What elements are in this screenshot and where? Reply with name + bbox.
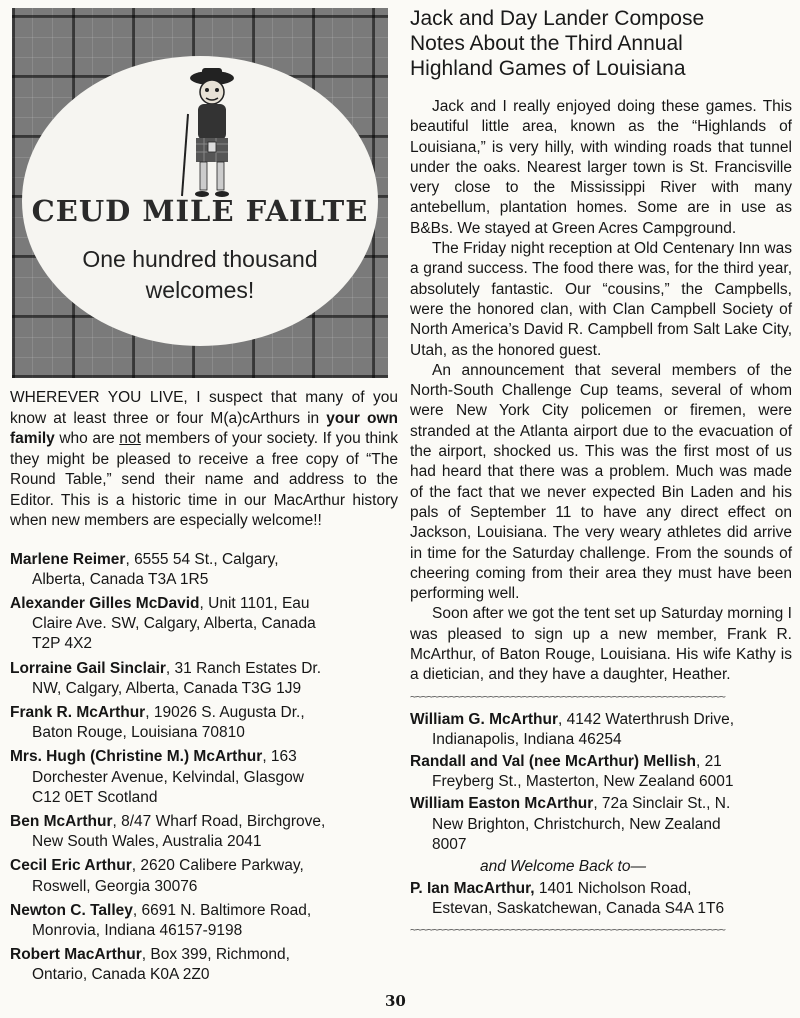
- member-entry: [10, 747, 398, 808]
- member-address: , 8/47 Wharf Road, Birchgrove,: [112, 812, 326, 830]
- member-entry: [10, 901, 398, 941]
- member-address: , Unit 1101, Eau: [199, 594, 310, 612]
- member-name: Alexander Gilles McDavid: [10, 594, 200, 612]
- member-name: William Easton McArthur: [410, 795, 594, 813]
- member-address: , 31 Ranch Estates Dr.: [165, 659, 321, 677]
- member-entry: [10, 812, 398, 852]
- member-address: , 2620 Calibere Parkway,: [131, 857, 304, 875]
- member-address: C12 0ET Scotland: [32, 788, 158, 806]
- intro-underline: not: [119, 430, 141, 447]
- intro-text: members of your society. If you think they might be pleased to receive a free copy of “The Round Table,” send their name and address to the Editor. This is a historic time in our MacArthur history when new members are especially welcome!!: [10, 430, 398, 529]
- member-name: Randall and Val (nee McArthur) Mellish: [410, 753, 696, 771]
- member-address: , 163: [262, 748, 297, 766]
- member-address: Ontario, Canada K0A 2Z0: [32, 966, 210, 984]
- intro-paragraph: [10, 388, 398, 532]
- article-title-line: Jack and Day Lander Compose: [410, 7, 705, 30]
- intro-text: WHEREVER YOU LIVE, I suspect that many of you know at least three or four M(a)cArthurs in: [10, 389, 398, 427]
- intro-emphasis: your own family: [10, 409, 398, 447]
- welcome-graphic: [12, 8, 388, 378]
- member-entry: [10, 550, 398, 590]
- member-address: Roswell, Georgia 30076: [32, 877, 198, 895]
- member-address: , 19026 S. Augusta Dr.,: [145, 703, 305, 721]
- page-number: 30: [385, 992, 406, 1010]
- member-address: New Brighton, Christchurch, New Zealand: [432, 815, 721, 833]
- greeting-translation: [42, 244, 358, 306]
- member-name: Mrs. Hugh (Christine M.) McArthur: [10, 748, 263, 766]
- member-address: , Box 399, Richmond,: [141, 946, 290, 964]
- translation-line: One hundred thousand: [82, 246, 318, 272]
- member-address: Monrovia, Indiana 46157-9198: [32, 921, 243, 939]
- member-entry: [10, 945, 398, 985]
- member-name: Newton C. Talley: [10, 901, 133, 919]
- article-title: [410, 6, 792, 81]
- wavy-separator: ~~~~~~~~~~~~~~~~~~~~~~~~~~~~~~~~~~~~~~~~~~~~~~~~~~~~~~~~: [410, 923, 725, 937]
- member-address: , 21: [695, 753, 722, 771]
- gaelic-greeting: CEUD MILE FAILTE: [31, 194, 369, 228]
- member-address: Baton Rouge, Louisiana 70810: [32, 724, 245, 742]
- new-members-list: [10, 550, 398, 986]
- member-name: Ben McArthur: [10, 812, 113, 830]
- translation-line: welcomes!: [145, 277, 255, 303]
- member-name: Frank R. McArthur: [10, 703, 146, 721]
- member-name: Robert MacArthur: [10, 946, 142, 964]
- article-title-line: Notes About the Third Annual: [410, 32, 683, 55]
- member-entry: [10, 703, 398, 743]
- member-address: Alberta, Canada T3A 1R5: [32, 570, 209, 588]
- article-paragraph: The Friday night reception at Old Centenary Inn was a grand success. The food there was, for the third year, absolutely fantastic. Our “cousins,” the Campbells, were the honored clan, with Clan Campbell Society of North America’s David R. Campbell from Salt Lake City, Utah, as the honored guest.: [410, 240, 792, 359]
- member-name: Cecil Eric Arthur: [10, 857, 132, 875]
- member-entry: [10, 594, 398, 655]
- member-entry: [410, 710, 792, 750]
- right-column: [410, 6, 792, 937]
- member-entry: [10, 659, 398, 699]
- member-address: , 6555 54 St., Calgary,: [125, 550, 279, 568]
- highlander-mascot-icon: [172, 64, 252, 204]
- right-members-list: [410, 710, 792, 920]
- member-name: Lorraine Gail Sinclair: [10, 659, 166, 677]
- member-address: Dorchester Avenue, Kelvindal, Glasgow: [32, 768, 304, 786]
- member-entry: [10, 856, 398, 896]
- left-column: [10, 8, 398, 990]
- member-entry: [410, 879, 792, 919]
- member-address: 1401 Nicholson Road,: [534, 880, 692, 898]
- article-paragraph: Soon after we got the tent set up Saturday morning I was pleased to sign up a new member, Frank R. McArthur, of Baton Rouge, Louisiana. His wife Kathy is a dietician, and they have a daughter, Heather.: [410, 605, 792, 684]
- member-name: Marlene Reimer: [10, 550, 126, 568]
- member-address: T2P 4X2: [32, 635, 93, 653]
- member-entry: [410, 752, 792, 792]
- intro-text: who are: [54, 430, 120, 447]
- article-paragraph: An announcement that several members of the North-South Challenge Cup teams, several of whom were New York City policemen or firemen, were stranded at the Atlanta airport due to the evacuation of the airport, shocked us. This was the first most of us had heard that there was a problem. Much was made of the fact that we never expected Bin Laden and his pals of September 11 to have any direct effect on Jackson, Louisiana. The very weary athletes did arrive in time for the Saturday challenge. From the sounds of cheering coming from their area they must have been performing well.: [410, 361, 792, 603]
- member-address: , 6691 N. Baltimore Road,: [132, 901, 312, 919]
- article-body: [410, 97, 792, 686]
- member-name: P. Ian MacArthur,: [410, 880, 535, 898]
- welcome-back-heading: and Welcome Back to—: [480, 858, 646, 876]
- member-address: , 72a Sinclair St., N.: [593, 795, 731, 813]
- member-address: Freyberg St., Masterton, New Zealand 6001: [432, 773, 734, 791]
- member-address: Indianapolis, Indiana 46254: [432, 730, 622, 748]
- wavy-separator: ~~~~~~~~~~~~~~~~~~~~~~~~~~~~~~~~~~~~~~~~~~~~~~~~~~~~~~~~: [410, 689, 725, 703]
- article-paragraph: Jack and I really enjoyed doing these games. This beautiful little area, known as the “Highlands of Louisiana,” is very hilly, with winding roads that tunnel under the oaks. Nearest larger town is St. Francisville very close to the Mississippi River with many antebellum, plantation homes. Some are in use as B&Bs. We stayed at Green Acres Campground.: [410, 98, 792, 237]
- member-entry: [410, 794, 792, 855]
- member-name: William G. McArthur: [410, 710, 558, 728]
- article-title-line: Highland Games of Louisiana: [410, 57, 686, 80]
- member-address: NW, Calgary, Alberta, Canada T3G 1J9: [32, 679, 302, 697]
- member-address: Estevan, Saskatchewan, Canada S4A 1T6: [432, 900, 725, 918]
- member-address: Claire Ave. SW, Calgary, Alberta, Canada: [32, 615, 316, 633]
- member-address: , 4142 Waterthrush Drive,: [557, 710, 735, 728]
- member-address: 8007: [432, 835, 467, 853]
- member-address: New South Wales, Australia 2041: [32, 833, 262, 851]
